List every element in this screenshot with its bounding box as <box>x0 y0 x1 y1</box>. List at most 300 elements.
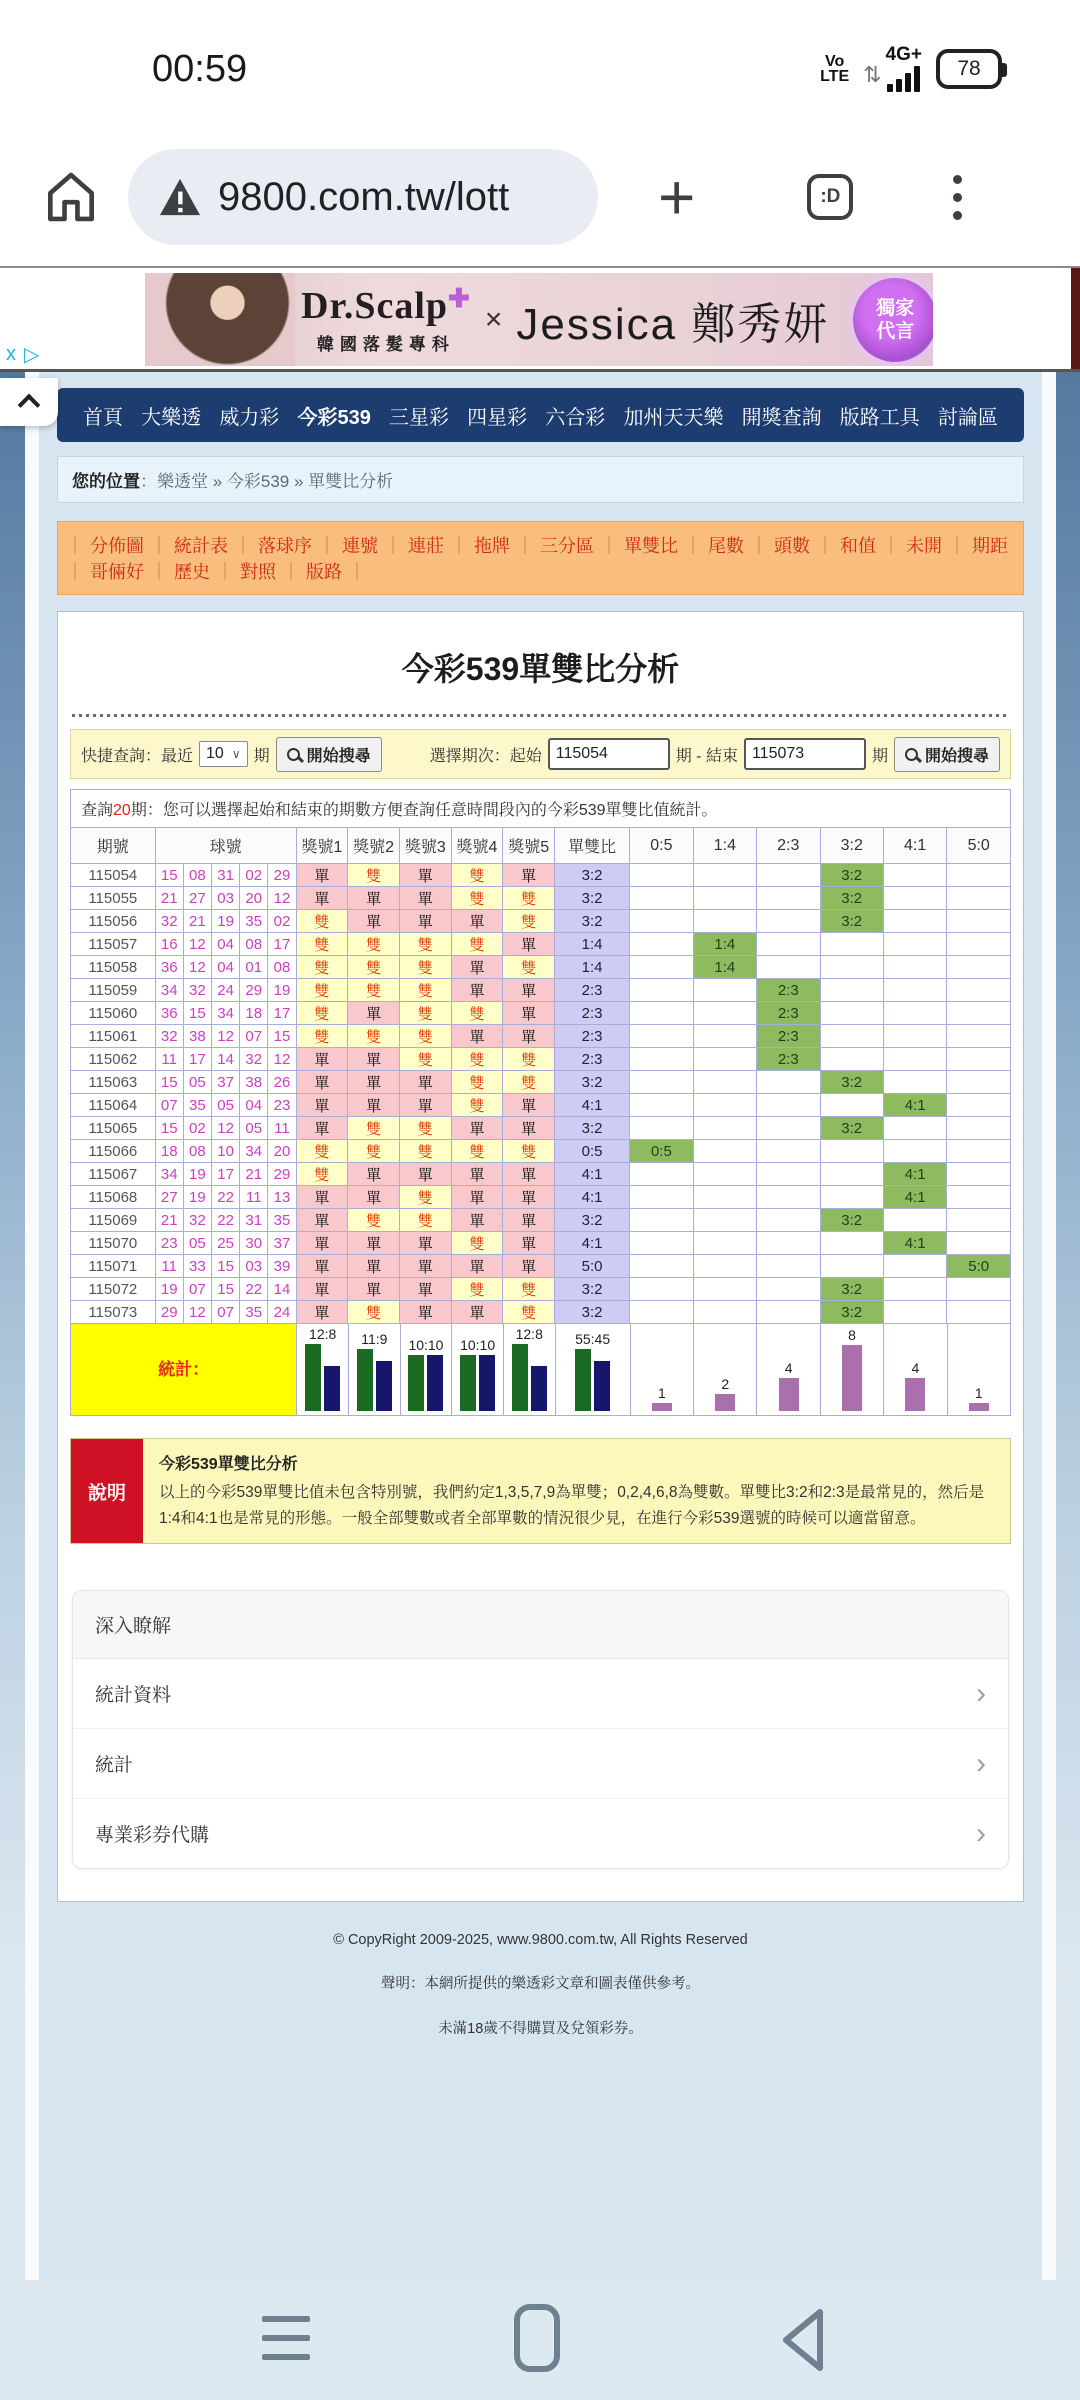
ad-side-strip <box>1071 268 1080 369</box>
ratio-cell: 3:2 <box>554 887 629 910</box>
parity-cell: 雙 <box>451 1002 503 1025</box>
tool-link-統計表[interactable]: 統計表 <box>174 536 228 556</box>
period-cell: 115062 <box>71 1048 156 1071</box>
period-cell: 115059 <box>71 979 156 1002</box>
recents-hamburger-icon[interactable] <box>262 2316 310 2360</box>
tool-link-對照[interactable]: 對照 <box>240 562 276 582</box>
parity-cell: 單 <box>348 1255 400 1278</box>
ad-celebrity-name: Jessica 鄭秀妍 <box>516 299 830 349</box>
table-row <box>71 1140 1011 1163</box>
ball-number-cell: 17 <box>268 933 296 956</box>
ball-number-cell: 04 <box>211 956 239 979</box>
parity-cell: 雙 <box>296 1002 348 1025</box>
ratio-dist-cell <box>820 1048 883 1071</box>
ratio-cell: 3:2 <box>554 1071 629 1094</box>
ratio-cell: 3:2 <box>554 1117 629 1140</box>
parity-cell: 單 <box>296 1255 348 1278</box>
ball-number-cell: 30 <box>240 1232 268 1255</box>
tool-link-和值[interactable]: 和值 <box>840 536 876 556</box>
col-header-3:2: 3:2 <box>820 828 883 864</box>
ratio-dist-cell <box>947 910 1011 933</box>
ratio-dist-cell <box>947 1301 1011 1324</box>
table-row <box>71 1025 1011 1048</box>
chevron-down-icon: ∨ <box>231 747 241 761</box>
table-row <box>71 887 1011 910</box>
pair-bars <box>357 1349 392 1411</box>
parity-cell: 單 <box>503 1163 555 1186</box>
ratio-cell: 3:2 <box>554 1278 629 1301</box>
learn-more-item-專業彩券代購[interactable] <box>73 1798 1008 1868</box>
stats-pair-cell <box>400 1324 452 1415</box>
table-row <box>71 1232 1011 1255</box>
ball-number-cell: 29 <box>268 1163 296 1186</box>
chevron-up-icon <box>18 394 41 417</box>
ball-number-cell: 19 <box>268 979 296 1002</box>
ratio-dist-cell <box>947 979 1011 1002</box>
battery-icon <box>936 49 1002 89</box>
ball-number-cell: 19 <box>183 1186 211 1209</box>
parity-cell: 雙 <box>296 1025 348 1048</box>
menu-kebab-icon[interactable] <box>953 175 962 220</box>
range-search-button[interactable]: 開始搜尋 <box>894 737 1000 772</box>
tool-link-歷史[interactable]: 歷史 <box>174 562 210 582</box>
ball-number-cell: 14 <box>268 1278 296 1301</box>
ratio-dist-cell <box>693 979 756 1002</box>
ratio-dist-cell: 3:2 <box>820 1278 883 1301</box>
not-secure-warning-icon[interactable] <box>158 177 202 217</box>
ball-number-cell: 17 <box>211 1163 239 1186</box>
home-icon[interactable] <box>40 166 102 228</box>
count-bar <box>969 1403 989 1411</box>
parity-cell: 單 <box>399 910 451 933</box>
ratio-dist-cell: 3:2 <box>820 887 883 910</box>
ball-number-cell: 12 <box>211 1025 239 1048</box>
parity-cell: 雙 <box>503 1301 555 1324</box>
parity-cell: 單 <box>503 1232 555 1255</box>
tab-switcher-icon[interactable] <box>807 174 853 220</box>
ball-number-cell: 15 <box>211 1278 239 1301</box>
ratio-dist-cell <box>947 1209 1011 1232</box>
ratio-dist-cell <box>820 1025 883 1048</box>
tool-link-哥倆好[interactable]: 哥倆好 <box>90 562 144 582</box>
tool-link-連號[interactable]: 連號 <box>342 536 378 556</box>
even-bar <box>531 1366 547 1411</box>
even-bar <box>479 1355 495 1411</box>
ratio-dist-cell <box>693 1301 756 1324</box>
ball-number-cell: 18 <box>240 1002 268 1025</box>
ball-number-cell: 15 <box>155 1071 183 1094</box>
parity-cell: 雙 <box>348 1140 400 1163</box>
parity-cell: 單 <box>503 979 555 1002</box>
table-row <box>71 979 1011 1002</box>
ratio-dist-cell <box>947 1232 1011 1255</box>
tool-link-尾數[interactable]: 尾數 <box>708 536 744 556</box>
period-cell: 115067 <box>71 1163 156 1186</box>
parity-cell: 雙 <box>399 979 451 1002</box>
ball-number-cell: 08 <box>183 864 211 887</box>
parity-cell: 雙 <box>503 910 555 933</box>
ball-number-cell: 05 <box>240 1117 268 1140</box>
volte-icon <box>820 54 849 84</box>
ball-number-cell: 34 <box>155 1163 183 1186</box>
ratio-cell: 2:3 <box>554 979 629 1002</box>
period-cell: 115058 <box>71 956 156 979</box>
dotted-divider <box>72 714 1009 717</box>
nav-item-四星彩[interactable]: 四星彩 <box>467 406 528 429</box>
collapse-ad-button[interactable] <box>0 378 58 426</box>
ratio-dist-cell <box>757 956 820 979</box>
ball-number-cell: 07 <box>183 1278 211 1301</box>
parity-cell: 單 <box>451 1025 503 1048</box>
parity-cell: 單 <box>503 1255 555 1278</box>
tool-link-落球序[interactable]: 落球序 <box>258 536 312 556</box>
odd-bar <box>408 1355 424 1411</box>
period-cell: 115072 <box>71 1278 156 1301</box>
parity-cell: 雙 <box>503 1048 555 1071</box>
ratio-cell: 4:1 <box>554 1094 629 1117</box>
parity-cell: 單 <box>296 864 348 887</box>
ratio-dist-cell <box>820 956 883 979</box>
ball-number-cell: 08 <box>268 956 296 979</box>
ratio-dist-cell <box>883 887 946 910</box>
ball-number-cell: 21 <box>155 1209 183 1232</box>
parity-cell: 雙 <box>348 979 400 1002</box>
ratio-dist-cell <box>947 1163 1011 1186</box>
stats-count-cell <box>693 1324 756 1415</box>
col-header-球號: 球號 <box>155 828 296 864</box>
ratio-dist-cell <box>883 1025 946 1048</box>
ball-number-cell: 04 <box>211 933 239 956</box>
ratio-dist-cell: 2:3 <box>757 979 820 1002</box>
parity-cell: 雙 <box>451 887 503 910</box>
tool-links-bar: ｜ 分佈圖 ｜ 統計表 ｜ 落球序 ｜ 連號 ｜ 連莊 ｜ 拖牌 ｜ 三分區 ｜ 單雙比 ｜ 尾數 ｜ 頭數 ｜ 和值 ｜ 未開 ｜ 期距｜ 哥倆好 ｜ 歷史 ｜ 對照 ｜ 版路 ｜ <box>57 521 1024 595</box>
nav-item-加州天天樂[interactable]: 加州天天樂 <box>623 406 724 429</box>
parity-cell: 單 <box>348 1163 400 1186</box>
ratio-dist-cell <box>693 1117 756 1140</box>
ratio-dist-cell <box>693 910 756 933</box>
count-bar <box>779 1378 799 1411</box>
ratio-dist-cell <box>757 1140 820 1163</box>
nav-item-六合彩[interactable]: 六合彩 <box>545 406 606 429</box>
parity-cell: 雙 <box>296 956 348 979</box>
ratio-dist-cell <box>693 1071 756 1094</box>
parity-cell: 雙 <box>348 956 400 979</box>
parity-cell: 單 <box>296 1301 348 1324</box>
ratio-dist-cell <box>883 1301 946 1324</box>
ratio-dist-cell <box>757 1301 820 1324</box>
ratio-dist-cell <box>883 979 946 1002</box>
ad-banner[interactable] <box>145 273 933 366</box>
nav-item-討論區[interactable]: 討論區 <box>937 406 998 429</box>
ratio-dist-cell <box>757 933 820 956</box>
ball-number-cell: 32 <box>240 1048 268 1071</box>
pair-ratio-label: 11:9 <box>361 1331 388 1347</box>
ratio-dist-cell <box>757 1278 820 1301</box>
parity-cell: 雙 <box>451 1140 503 1163</box>
ball-number-cell: 33 <box>183 1255 211 1278</box>
ball-number-cell: 34 <box>155 979 183 1002</box>
ratio-dist-cell <box>630 1209 693 1232</box>
quick-query-label: 快捷查詢：最近 <box>81 747 194 765</box>
ratio-dist-cell <box>630 1025 693 1048</box>
ratio-dist-cell <box>947 1071 1011 1094</box>
ratio-dist-cell <box>693 1163 756 1186</box>
ball-number-cell: 25 <box>211 1232 239 1255</box>
range-start-input[interactable] <box>548 738 670 770</box>
parity-cell: 單 <box>399 1255 451 1278</box>
web-page <box>0 372 1080 2400</box>
learn-more-item-統計資料[interactable] <box>73 1659 1008 1728</box>
stats-label: 統計： <box>158 1360 210 1379</box>
parity-cell: 單 <box>503 1002 555 1025</box>
tool-link-版路[interactable]: 版路 <box>306 562 342 582</box>
parity-cell: 單 <box>503 1209 555 1232</box>
volte-top: Vo <box>824 53 845 70</box>
ad-banner-region <box>0 266 1080 372</box>
parity-cell: 單 <box>503 1117 555 1140</box>
tool-link-連莊[interactable]: 連莊 <box>408 536 444 556</box>
ball-number-cell: 02 <box>268 910 296 933</box>
period-cell: 115070 <box>71 1232 156 1255</box>
parity-cell: 雙 <box>399 1117 451 1140</box>
tool-link-期距[interactable]: 期距 <box>972 536 1008 556</box>
count-label: 2 <box>721 1376 730 1392</box>
nav-item-版路工具[interactable]: 版路工具 <box>839 406 920 429</box>
parity-cell: 雙 <box>399 1209 451 1232</box>
stats-count-cell <box>630 1324 693 1415</box>
ball-number-cell: 29 <box>268 864 296 887</box>
ball-number-cell: 29 <box>240 979 268 1002</box>
search-icon <box>287 748 300 761</box>
col-header-4:1: 4:1 <box>883 828 946 864</box>
parity-cell: 單 <box>296 1048 348 1071</box>
ratio-dist-cell <box>630 933 693 956</box>
ratio-dist-cell <box>883 1255 946 1278</box>
tool-link-未開[interactable]: 未開 <box>906 536 942 556</box>
new-tab-icon[interactable]: + <box>658 161 696 233</box>
parity-cell: 單 <box>503 864 555 887</box>
note-text: 以上的今彩539單雙比值未包含特別號，我們約定1,3,5,7,9為單雙；0,2,4,6,8為雙數。單雙比3:2和2:3是最常見的，然后是1:4和4:1也是常見的形態。一般全部雙數或者全部單數的情況很少見，在進行今彩539選號的時候可以適當留意。 <box>159 1484 985 1527</box>
parity-cell: 雙 <box>503 887 555 910</box>
ratio-cell: 4:1 <box>554 1163 629 1186</box>
parity-cell: 單 <box>348 1232 400 1255</box>
nav-item-開獎查詢[interactable]: 開獎查詢 <box>741 406 822 429</box>
parity-cell: 單 <box>451 1186 503 1209</box>
parity-cell: 單 <box>348 1048 400 1071</box>
recent-periods-select[interactable] <box>199 741 248 767</box>
parity-cell: 單 <box>296 1071 348 1094</box>
parity-cell: 雙 <box>296 979 348 1002</box>
ball-number-cell: 02 <box>240 864 268 887</box>
learn-more-item-統計[interactable] <box>73 1728 1008 1798</box>
tool-link-三分區[interactable]: 三分區 <box>540 536 594 556</box>
count-label: 8 <box>848 1327 856 1343</box>
ratio-dist-cell <box>757 1094 820 1117</box>
ratio-dist-cell <box>947 1094 1011 1117</box>
chevron-right-icon: › <box>976 1746 986 1780</box>
parity-cell: 雙 <box>399 933 451 956</box>
pair-bars <box>408 1355 443 1411</box>
back-triangle-icon[interactable] <box>776 2306 828 2374</box>
tab-count: :D <box>820 186 841 207</box>
adchoices-icon[interactable]: x ▷ <box>6 343 40 366</box>
nav-item-大樂透[interactable]: 大樂透 <box>141 406 202 429</box>
ball-number-cell: 29 <box>155 1301 183 1324</box>
ratio-dist-cell <box>693 1255 756 1278</box>
ratio-dist-cell <box>947 1186 1011 1209</box>
ratio-dist-cell <box>630 1048 693 1071</box>
table-header-row <box>71 828 1011 864</box>
table-row <box>71 1278 1011 1301</box>
count-label: 4 <box>911 1360 920 1376</box>
ball-number-cell: 21 <box>240 1163 268 1186</box>
stats-pair-cell <box>503 1324 555 1415</box>
nav-item-三星彩[interactable]: 三星彩 <box>389 406 449 429</box>
tool-link-分佈圖[interactable]: 分佈圖 <box>90 536 144 556</box>
parity-cell: 單 <box>399 864 451 887</box>
ratio-dist-cell <box>693 1186 756 1209</box>
ball-number-cell: 27 <box>183 887 211 910</box>
ball-number-cell: 38 <box>183 1025 211 1048</box>
stats-label-cell <box>71 1324 296 1415</box>
ball-number-cell: 22 <box>211 1186 239 1209</box>
stats-pair-cell <box>296 1324 348 1415</box>
ratio-dist-cell <box>883 1002 946 1025</box>
nav-item-首頁[interactable]: 首頁 <box>83 406 123 429</box>
ratio-dist-cell <box>693 1048 756 1071</box>
parity-cell: 雙 <box>451 1071 503 1094</box>
parity-cell: 雙 <box>451 1278 503 1301</box>
ball-number-cell: 07 <box>211 1301 239 1324</box>
period-cell: 115055 <box>71 887 156 910</box>
parity-cell: 雙 <box>348 933 400 956</box>
ball-number-cell: 13 <box>268 1186 296 1209</box>
ratio-dist-cell <box>630 1071 693 1094</box>
ratio-dist-cell <box>630 1301 693 1324</box>
parity-cell: 單 <box>348 1186 400 1209</box>
ball-number-cell: 12 <box>268 1048 296 1071</box>
ball-number-cell: 32 <box>183 1209 211 1232</box>
ratio-dist-cell <box>630 910 693 933</box>
ball-number-cell: 15 <box>155 1117 183 1140</box>
even-bar <box>376 1361 392 1411</box>
count-bar-wrap <box>779 1378 799 1411</box>
ratio-dist-cell <box>757 1071 820 1094</box>
parity-cell: 單 <box>503 933 555 956</box>
tool-link-頭數[interactable]: 頭數 <box>774 536 810 556</box>
col-header-0:5: 0:5 <box>630 828 693 864</box>
ratio-dist-cell <box>883 1048 946 1071</box>
quick-search-button[interactable]: 開始搜尋 <box>276 737 382 772</box>
parity-cell: 單 <box>296 1209 348 1232</box>
ball-number-cell: 34 <box>240 1140 268 1163</box>
ratio-dist-cell <box>757 910 820 933</box>
parity-cell: 雙 <box>451 1094 503 1117</box>
tool-link-拖牌[interactable]: 拖牌 <box>474 536 510 556</box>
ratio-dist-cell <box>757 1163 820 1186</box>
ball-number-cell: 22 <box>240 1278 268 1301</box>
ball-number-cell: 11 <box>240 1186 268 1209</box>
parity-cell: 單 <box>348 1278 400 1301</box>
ratio-cell: 2:3 <box>554 1048 629 1071</box>
ball-number-cell: 14 <box>211 1048 239 1071</box>
col-header-獎號1: 獎號1 <box>296 828 348 864</box>
odd-bar <box>575 1349 591 1411</box>
parity-cell: 雙 <box>296 910 348 933</box>
parity-cell: 雙 <box>503 956 555 979</box>
even-bar <box>427 1355 443 1411</box>
ratio-dist-cell <box>820 979 883 1002</box>
ratio-dist-cell <box>820 1232 883 1255</box>
ball-number-cell: 05 <box>183 1071 211 1094</box>
parity-cell: 單 <box>399 1163 451 1186</box>
col-header-獎號5: 獎號5 <box>503 828 555 864</box>
ball-number-cell: 32 <box>183 979 211 1002</box>
home-square-icon[interactable] <box>514 2304 560 2372</box>
footer-line: 聲明：本網所提供的樂透彩文章和圖表僅供參考。 <box>381 1976 700 1993</box>
count-bar <box>652 1403 672 1411</box>
ratio-dist-cell <box>757 1255 820 1278</box>
ratio-dist-cell <box>883 864 946 887</box>
breadcrumb <box>57 456 1024 503</box>
analysis-panel <box>57 611 1024 1902</box>
even-bar <box>324 1366 340 1411</box>
ratio-dist-cell: 1:4 <box>693 956 756 979</box>
ball-number-cell: 21 <box>155 887 183 910</box>
parity-cell: 單 <box>296 1117 348 1140</box>
ratio-dist-cell <box>630 1232 693 1255</box>
parity-cell: 雙 <box>503 1140 555 1163</box>
ball-number-cell: 23 <box>155 1232 183 1255</box>
parity-cell: 單 <box>399 1301 451 1324</box>
tool-link-單雙比[interactable]: 單雙比 <box>624 536 678 556</box>
url-text: 9800.com.tw/lott <box>218 174 510 219</box>
ratio-dist-cell <box>757 1117 820 1140</box>
odd-bar <box>357 1349 373 1411</box>
site-footer <box>57 1932 1024 2078</box>
ball-number-cell: 22 <box>211 1209 239 1232</box>
ratio-dist-cell <box>820 1255 883 1278</box>
ratio-dist-cell <box>757 864 820 887</box>
ball-number-cell: 36 <box>155 956 183 979</box>
ad-plus-mark: ✚ <box>448 284 471 313</box>
ratio-cell: 5:0 <box>554 1255 629 1278</box>
parity-cell: 單 <box>348 887 400 910</box>
ball-number-cell: 08 <box>240 933 268 956</box>
parity-cell: 單 <box>296 1232 348 1255</box>
network-indicator <box>863 46 922 92</box>
parity-cell: 雙 <box>296 933 348 956</box>
range-start-label: 選擇期次：起始 <box>429 747 542 765</box>
table-row <box>71 1301 1011 1324</box>
url-bar[interactable] <box>128 149 598 245</box>
ball-number-cell: 24 <box>268 1301 296 1324</box>
period-cell: 115069 <box>71 1209 156 1232</box>
ratio-dist-cell: 4:1 <box>883 1232 946 1255</box>
parity-cell: 單 <box>296 1186 348 1209</box>
ratio-dist-cell <box>630 887 693 910</box>
status-time: 00:59 <box>152 47 248 90</box>
nav-item-威力彩[interactable]: 威力彩 <box>219 406 280 429</box>
nav-item-今彩539[interactable]: 今彩539 <box>297 406 371 429</box>
parity-cell: 單 <box>503 1094 555 1117</box>
range-end-input[interactable] <box>744 738 866 770</box>
parity-cell: 單 <box>399 1071 451 1094</box>
stats-row <box>70 1324 1011 1416</box>
parity-cell: 單 <box>399 1232 451 1255</box>
status-icons <box>820 46 1002 92</box>
col-header-獎號4: 獎號4 <box>451 828 503 864</box>
